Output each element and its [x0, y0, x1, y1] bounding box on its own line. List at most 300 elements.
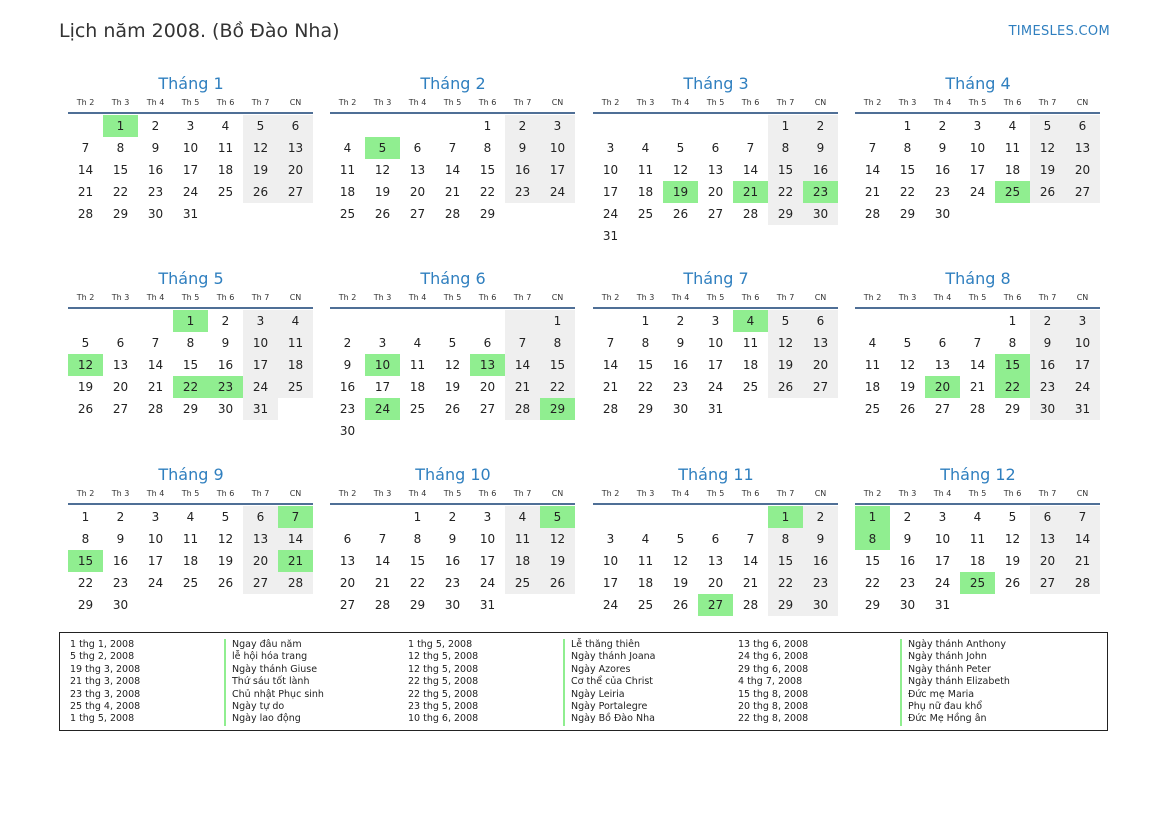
- day-cell[interactable]: 4: [641, 141, 650, 155]
- day-cell[interactable]: 13: [803, 332, 838, 354]
- day-cell[interactable]: 6: [278, 115, 313, 137]
- day-cell[interactable]: 2: [676, 314, 685, 328]
- day-cell[interactable]: 20: [112, 380, 129, 394]
- holiday-day-cell[interactable]: 5: [365, 137, 400, 159]
- day-cell[interactable]: 27: [1030, 572, 1065, 594]
- holiday-day-cell[interactable]: 25: [995, 181, 1030, 203]
- day-cell[interactable]: 23: [899, 576, 916, 590]
- day-cell[interactable]: 16: [444, 554, 461, 568]
- day-cell[interactable]: 27: [243, 572, 278, 594]
- day-cell[interactable]: 7: [448, 141, 457, 155]
- day-cell[interactable]: 30: [112, 598, 129, 612]
- day-cell[interactable]: 24: [707, 380, 724, 394]
- day-cell[interactable]: 13: [707, 554, 724, 568]
- day-cell[interactable]: 21: [602, 380, 619, 394]
- day-cell[interactable]: 23: [339, 402, 356, 416]
- day-cell[interactable]: 3: [243, 310, 278, 332]
- day-cell[interactable]: 12: [243, 137, 278, 159]
- holiday-day-cell[interactable]: 13: [470, 354, 505, 376]
- day-cell[interactable]: 4: [186, 510, 195, 524]
- day-cell[interactable]: 13: [1030, 528, 1065, 550]
- day-cell[interactable]: 2: [448, 510, 457, 524]
- day-cell[interactable]: 24: [243, 376, 278, 398]
- day-cell[interactable]: 10: [479, 532, 496, 546]
- day-cell[interactable]: 8: [768, 137, 803, 159]
- day-cell[interactable]: 8: [540, 332, 575, 354]
- day-cell[interactable]: 26: [768, 376, 803, 398]
- day-cell[interactable]: 18: [864, 380, 881, 394]
- day-cell[interactable]: 17: [540, 159, 575, 181]
- day-cell[interactable]: 29: [899, 207, 916, 221]
- day-cell[interactable]: 22: [112, 185, 129, 199]
- day-cell[interactable]: 29: [409, 598, 426, 612]
- day-cell[interactable]: 23: [505, 181, 540, 203]
- day-cell[interactable]: 19: [243, 159, 278, 181]
- holiday-day-cell[interactable]: 1: [103, 115, 138, 137]
- day-cell[interactable]: 26: [672, 207, 689, 221]
- day-cell[interactable]: 19: [374, 185, 391, 199]
- day-cell[interactable]: 9: [505, 137, 540, 159]
- day-cell[interactable]: 27: [278, 181, 313, 203]
- day-cell[interactable]: 1: [540, 310, 575, 332]
- day-cell[interactable]: 13: [243, 528, 278, 550]
- day-cell[interactable]: 7: [973, 336, 982, 350]
- day-cell[interactable]: 10: [1065, 332, 1100, 354]
- day-cell[interactable]: 20: [1030, 550, 1065, 572]
- day-cell[interactable]: 27: [112, 402, 129, 416]
- day-cell[interactable]: 6: [803, 310, 838, 332]
- day-cell[interactable]: 26: [243, 181, 278, 203]
- day-cell[interactable]: 3: [378, 336, 387, 350]
- day-cell[interactable]: 12: [374, 163, 391, 177]
- day-cell[interactable]: 19: [899, 380, 916, 394]
- day-cell[interactable]: 26: [374, 207, 391, 221]
- day-cell[interactable]: 15: [864, 554, 881, 568]
- day-cell[interactable]: 30: [803, 594, 838, 616]
- day-cell[interactable]: 18: [339, 185, 356, 199]
- day-cell[interactable]: 17: [1065, 354, 1100, 376]
- day-cell[interactable]: 11: [864, 358, 881, 372]
- day-cell[interactable]: 16: [672, 358, 689, 372]
- holiday-day-cell[interactable]: 8: [855, 528, 890, 550]
- day-cell[interactable]: 27: [339, 598, 356, 612]
- day-cell[interactable]: 29: [768, 203, 803, 225]
- day-cell[interactable]: 3: [938, 510, 947, 524]
- day-cell[interactable]: 24: [540, 181, 575, 203]
- day-cell[interactable]: 22: [77, 576, 94, 590]
- day-cell[interactable]: 18: [1004, 163, 1021, 177]
- day-cell[interactable]: 27: [1065, 181, 1100, 203]
- day-cell[interactable]: 16: [339, 380, 356, 394]
- day-cell[interactable]: 26: [540, 572, 575, 594]
- day-cell[interactable]: 23: [803, 572, 838, 594]
- day-cell[interactable]: 19: [540, 550, 575, 572]
- day-cell[interactable]: 20: [707, 185, 724, 199]
- day-cell[interactable]: 18: [742, 358, 759, 372]
- day-cell[interactable]: 31: [707, 402, 724, 416]
- day-cell[interactable]: 15: [899, 163, 916, 177]
- day-cell[interactable]: 25: [182, 576, 199, 590]
- day-cell[interactable]: 26: [444, 402, 461, 416]
- day-cell[interactable]: 9: [116, 532, 125, 546]
- day-cell[interactable]: 20: [479, 380, 496, 394]
- holiday-day-cell[interactable]: 21: [278, 550, 313, 572]
- day-cell[interactable]: 4: [278, 310, 313, 332]
- day-cell[interactable]: 27: [934, 402, 951, 416]
- day-cell[interactable]: 10: [602, 554, 619, 568]
- day-cell[interactable]: 25: [505, 572, 540, 594]
- day-cell[interactable]: 14: [77, 163, 94, 177]
- day-cell[interactable]: 4: [505, 506, 540, 528]
- day-cell[interactable]: 12: [768, 332, 803, 354]
- day-cell[interactable]: 24: [147, 576, 164, 590]
- day-cell[interactable]: 27: [409, 207, 426, 221]
- day-cell[interactable]: 1: [768, 115, 803, 137]
- day-cell[interactable]: 25: [278, 376, 313, 398]
- day-cell[interactable]: 28: [77, 207, 94, 221]
- day-cell[interactable]: 24: [182, 185, 199, 199]
- day-cell[interactable]: 10: [969, 141, 986, 155]
- day-cell[interactable]: 6: [116, 336, 125, 350]
- day-cell[interactable]: 17: [969, 163, 986, 177]
- day-cell[interactable]: 12: [540, 528, 575, 550]
- day-cell[interactable]: 16: [112, 554, 129, 568]
- day-cell[interactable]: 25: [409, 402, 426, 416]
- day-cell[interactable]: 9: [151, 141, 160, 155]
- day-cell[interactable]: 27: [479, 402, 496, 416]
- day-cell[interactable]: 21: [742, 576, 759, 590]
- day-cell[interactable]: 29: [479, 207, 496, 221]
- day-cell[interactable]: 18: [182, 554, 199, 568]
- day-cell[interactable]: 24: [479, 576, 496, 590]
- day-cell[interactable]: 21: [374, 576, 391, 590]
- holiday-day-cell[interactable]: 24: [365, 398, 400, 420]
- day-cell[interactable]: 29: [864, 598, 881, 612]
- day-cell[interactable]: 3: [483, 510, 492, 524]
- day-cell[interactable]: 8: [903, 141, 912, 155]
- day-cell[interactable]: 5: [1030, 115, 1065, 137]
- day-cell[interactable]: 2: [151, 119, 160, 133]
- day-cell[interactable]: 18: [637, 576, 654, 590]
- day-cell[interactable]: 17: [374, 380, 391, 394]
- day-cell[interactable]: 8: [483, 141, 492, 155]
- day-cell[interactable]: 12: [1030, 137, 1065, 159]
- day-cell[interactable]: 4: [868, 336, 877, 350]
- day-cell[interactable]: 28: [742, 598, 759, 612]
- day-cell[interactable]: 28: [1065, 572, 1100, 594]
- day-cell[interactable]: 8: [81, 532, 90, 546]
- day-cell[interactable]: 9: [903, 532, 912, 546]
- day-cell[interactable]: 15: [409, 554, 426, 568]
- day-cell[interactable]: 28: [602, 402, 619, 416]
- day-cell[interactable]: 28: [374, 598, 391, 612]
- day-cell[interactable]: 4: [973, 510, 982, 524]
- day-cell[interactable]: 11: [969, 532, 986, 546]
- day-cell[interactable]: 5: [221, 510, 230, 524]
- day-cell[interactable]: 19: [217, 554, 234, 568]
- day-cell[interactable]: 7: [606, 336, 615, 350]
- holiday-day-cell[interactable]: 1: [173, 310, 208, 332]
- day-cell[interactable]: 30: [899, 598, 916, 612]
- day-cell[interactable]: 2: [1030, 310, 1065, 332]
- day-cell[interactable]: 31: [479, 598, 496, 612]
- day-cell[interactable]: 16: [803, 159, 838, 181]
- day-cell[interactable]: 18: [278, 354, 313, 376]
- day-cell[interactable]: 25: [339, 207, 356, 221]
- day-cell[interactable]: 6: [1030, 506, 1065, 528]
- day-cell[interactable]: 19: [1004, 554, 1021, 568]
- day-cell[interactable]: 6: [1065, 115, 1100, 137]
- day-cell[interactable]: 31: [602, 229, 619, 243]
- day-cell[interactable]: 18: [505, 550, 540, 572]
- day-cell[interactable]: 14: [742, 554, 759, 568]
- day-cell[interactable]: 7: [378, 532, 387, 546]
- day-cell[interactable]: 13: [409, 163, 426, 177]
- day-cell[interactable]: 5: [81, 336, 90, 350]
- day-cell[interactable]: 12: [899, 358, 916, 372]
- day-cell[interactable]: 27: [707, 207, 724, 221]
- day-cell[interactable]: 16: [934, 163, 951, 177]
- day-cell[interactable]: 11: [1004, 141, 1021, 155]
- day-cell[interactable]: 30: [217, 402, 234, 416]
- day-cell[interactable]: 10: [243, 332, 278, 354]
- day-cell[interactable]: 31: [243, 398, 278, 420]
- day-cell[interactable]: 26: [77, 402, 94, 416]
- day-cell[interactable]: 26: [899, 402, 916, 416]
- day-cell[interactable]: 14: [147, 358, 164, 372]
- day-cell[interactable]: 22: [768, 181, 803, 203]
- day-cell[interactable]: 25: [864, 402, 881, 416]
- day-cell[interactable]: 11: [278, 332, 313, 354]
- holiday-day-cell[interactable]: 12: [68, 354, 103, 376]
- day-cell[interactable]: 11: [742, 336, 759, 350]
- day-cell[interactable]: 21: [1065, 550, 1100, 572]
- day-cell[interactable]: 1: [81, 510, 90, 524]
- day-cell[interactable]: 16: [147, 163, 164, 177]
- brand-link[interactable]: TIMESLES.COM: [1008, 24, 1110, 39]
- day-cell[interactable]: 11: [637, 554, 654, 568]
- day-cell[interactable]: 7: [746, 141, 755, 155]
- holiday-day-cell[interactable]: 5: [540, 506, 575, 528]
- day-cell[interactable]: 20: [278, 159, 313, 181]
- day-cell[interactable]: 14: [505, 354, 540, 376]
- day-cell[interactable]: 12: [1004, 532, 1021, 546]
- day-cell[interactable]: 7: [151, 336, 160, 350]
- day-cell[interactable]: 4: [221, 119, 230, 133]
- day-cell[interactable]: 26: [217, 576, 234, 590]
- day-cell[interactable]: 31: [182, 207, 199, 221]
- day-cell[interactable]: 14: [278, 528, 313, 550]
- day-cell[interactable]: 6: [243, 506, 278, 528]
- day-cell[interactable]: 13: [707, 163, 724, 177]
- holiday-day-cell[interactable]: 19: [663, 181, 698, 203]
- day-cell[interactable]: 6: [413, 141, 422, 155]
- day-cell[interactable]: 7: [81, 141, 90, 155]
- day-cell[interactable]: 13: [1065, 137, 1100, 159]
- day-cell[interactable]: 6: [711, 141, 720, 155]
- day-cell[interactable]: 1: [483, 119, 492, 133]
- holiday-day-cell[interactable]: 4: [733, 310, 768, 332]
- holiday-day-cell[interactable]: 25: [960, 572, 995, 594]
- day-cell[interactable]: 9: [343, 358, 352, 372]
- day-cell[interactable]: 14: [444, 163, 461, 177]
- day-cell[interactable]: 30: [803, 203, 838, 225]
- day-cell[interactable]: 15: [182, 358, 199, 372]
- day-cell[interactable]: 15: [637, 358, 654, 372]
- day-cell[interactable]: 3: [151, 510, 160, 524]
- day-cell[interactable]: 7: [505, 332, 540, 354]
- day-cell[interactable]: 10: [934, 532, 951, 546]
- day-cell[interactable]: 6: [343, 532, 352, 546]
- day-cell[interactable]: 5: [676, 141, 685, 155]
- day-cell[interactable]: 5: [903, 336, 912, 350]
- holiday-day-cell[interactable]: 23: [803, 181, 838, 203]
- day-cell[interactable]: 14: [864, 163, 881, 177]
- day-cell[interactable]: 30: [147, 207, 164, 221]
- day-cell[interactable]: 3: [186, 119, 195, 133]
- day-cell[interactable]: 24: [934, 576, 951, 590]
- day-cell[interactable]: 17: [602, 185, 619, 199]
- holiday-day-cell[interactable]: 29: [540, 398, 575, 420]
- day-cell[interactable]: 15: [112, 163, 129, 177]
- day-cell[interactable]: 5: [1008, 510, 1017, 524]
- day-cell[interactable]: 11: [409, 358, 426, 372]
- day-cell[interactable]: 29: [112, 207, 129, 221]
- day-cell[interactable]: 29: [182, 402, 199, 416]
- day-cell[interactable]: 2: [803, 115, 838, 137]
- day-cell[interactable]: 10: [602, 163, 619, 177]
- day-cell[interactable]: 17: [182, 163, 199, 177]
- day-cell[interactable]: 19: [768, 354, 803, 376]
- day-cell[interactable]: 22: [409, 576, 426, 590]
- day-cell[interactable]: 19: [77, 380, 94, 394]
- day-cell[interactable]: 13: [278, 137, 313, 159]
- day-cell[interactable]: 3: [606, 532, 615, 546]
- day-cell[interactable]: 16: [1030, 354, 1065, 376]
- day-cell[interactable]: 29: [1004, 402, 1021, 416]
- day-cell[interactable]: 19: [444, 380, 461, 394]
- day-cell[interactable]: 13: [339, 554, 356, 568]
- day-cell[interactable]: 5: [243, 115, 278, 137]
- day-cell[interactable]: 28: [742, 207, 759, 221]
- day-cell[interactable]: 22: [899, 185, 916, 199]
- day-cell[interactable]: 8: [413, 532, 422, 546]
- day-cell[interactable]: 2: [938, 119, 947, 133]
- day-cell[interactable]: 25: [742, 380, 759, 394]
- day-cell[interactable]: 11: [505, 528, 540, 550]
- day-cell[interactable]: 26: [672, 598, 689, 612]
- day-cell[interactable]: 3: [606, 141, 615, 155]
- day-cell[interactable]: 4: [413, 336, 422, 350]
- day-cell[interactable]: 24: [969, 185, 986, 199]
- day-cell[interactable]: 1: [903, 119, 912, 133]
- day-cell[interactable]: 14: [374, 554, 391, 568]
- day-cell[interactable]: 16: [803, 550, 838, 572]
- day-cell[interactable]: 6: [938, 336, 947, 350]
- day-cell[interactable]: 30: [672, 402, 689, 416]
- day-cell[interactable]: 28: [444, 207, 461, 221]
- day-cell[interactable]: 9: [448, 532, 457, 546]
- day-cell[interactable]: 20: [339, 576, 356, 590]
- day-cell[interactable]: 29: [768, 594, 803, 616]
- day-cell[interactable]: 18: [409, 380, 426, 394]
- day-cell[interactable]: 6: [711, 532, 720, 546]
- day-cell[interactable]: 16: [217, 358, 234, 372]
- day-cell[interactable]: 14: [1065, 528, 1100, 550]
- day-cell[interactable]: 25: [217, 185, 234, 199]
- holiday-day-cell[interactable]: 22: [995, 376, 1030, 398]
- day-cell[interactable]: 28: [505, 398, 540, 420]
- day-cell[interactable]: 9: [221, 336, 230, 350]
- day-cell[interactable]: 8: [641, 336, 650, 350]
- holiday-day-cell[interactable]: 7: [278, 506, 313, 528]
- day-cell[interactable]: 9: [1030, 332, 1065, 354]
- day-cell[interactable]: 23: [672, 380, 689, 394]
- holiday-day-cell[interactable]: 22: [173, 376, 208, 398]
- day-cell[interactable]: 18: [969, 554, 986, 568]
- day-cell[interactable]: 15: [540, 354, 575, 376]
- day-cell[interactable]: 7: [1065, 506, 1100, 528]
- day-cell[interactable]: 9: [938, 141, 947, 155]
- day-cell[interactable]: 24: [602, 598, 619, 612]
- day-cell[interactable]: 2: [505, 115, 540, 137]
- day-cell[interactable]: 5: [676, 532, 685, 546]
- day-cell[interactable]: 2: [903, 510, 912, 524]
- day-cell[interactable]: 29: [77, 598, 94, 612]
- day-cell[interactable]: 5: [448, 336, 457, 350]
- day-cell[interactable]: 31: [934, 598, 951, 612]
- day-cell[interactable]: 28: [969, 402, 986, 416]
- holiday-day-cell[interactable]: 15: [995, 354, 1030, 376]
- day-cell[interactable]: 21: [147, 380, 164, 394]
- day-cell[interactable]: 30: [339, 424, 356, 438]
- day-cell[interactable]: 4: [343, 141, 352, 155]
- day-cell[interactable]: 17: [707, 358, 724, 372]
- day-cell[interactable]: 28: [278, 572, 313, 594]
- day-cell[interactable]: 23: [1030, 376, 1065, 398]
- day-cell[interactable]: 14: [742, 163, 759, 177]
- day-cell[interactable]: 27: [803, 376, 838, 398]
- holiday-day-cell[interactable]: 10: [365, 354, 400, 376]
- day-cell[interactable]: 1: [1008, 314, 1017, 328]
- day-cell[interactable]: 3: [540, 115, 575, 137]
- day-cell[interactable]: 31: [1065, 398, 1100, 420]
- day-cell[interactable]: 21: [444, 185, 461, 199]
- holiday-day-cell[interactable]: 1: [855, 506, 890, 528]
- day-cell[interactable]: 9: [803, 528, 838, 550]
- day-cell[interactable]: 2: [221, 314, 230, 328]
- day-cell[interactable]: 23: [444, 576, 461, 590]
- holiday-day-cell[interactable]: 15: [68, 550, 103, 572]
- day-cell[interactable]: 19: [672, 576, 689, 590]
- day-cell[interactable]: 20: [243, 550, 278, 572]
- day-cell[interactable]: 26: [1030, 181, 1065, 203]
- holiday-day-cell[interactable]: 1: [768, 506, 803, 528]
- day-cell[interactable]: 11: [637, 163, 654, 177]
- day-cell[interactable]: 8: [1008, 336, 1017, 350]
- day-cell[interactable]: 17: [934, 554, 951, 568]
- day-cell[interactable]: 21: [77, 185, 94, 199]
- day-cell[interactable]: 10: [540, 137, 575, 159]
- day-cell[interactable]: 15: [768, 159, 803, 181]
- day-cell[interactable]: 11: [182, 532, 199, 546]
- day-cell[interactable]: 17: [479, 554, 496, 568]
- day-cell[interactable]: 21: [969, 380, 986, 394]
- day-cell[interactable]: 3: [711, 314, 720, 328]
- day-cell[interactable]: 9: [676, 336, 685, 350]
- day-cell[interactable]: 11: [217, 141, 234, 155]
- day-cell[interactable]: 17: [147, 554, 164, 568]
